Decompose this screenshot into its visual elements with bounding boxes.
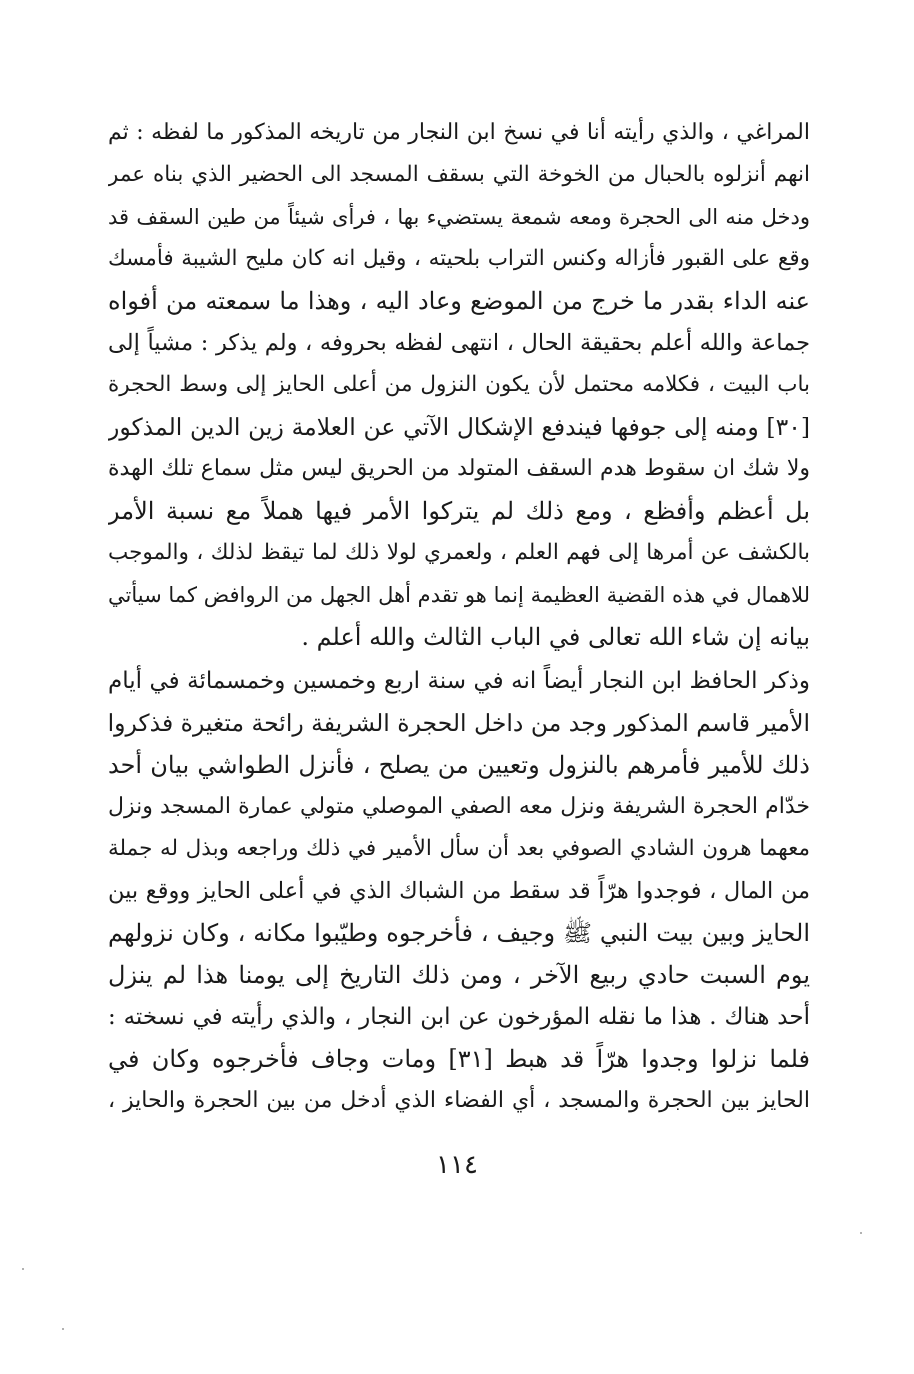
text-line: معهما هرون الشادي الصوفي بعد أن سأل الأمير في ذلك وراجعه وبذل له جملة	[108, 836, 810, 861]
text-line: الحايز وبين بيت النبي ﷺ وجيف ، فأخرجوه وطيّبوا مكانه ، وكان نزولهم	[108, 919, 810, 947]
text-line: ذلك للأمير فأمرهم بالنزول وتعيين من يصلح ، فأنزل الطواشي بيان أحد	[108, 751, 810, 779]
text-line: المراغي ، والذي رأيته أنا في نسخ ابن النجار من تاريخه المذكور ما لفظه : ثم	[108, 120, 810, 145]
text-line: ولا شك ان سقوط هدم السقف المتولد من الحريق ليس مثل سماع تلك الهدة	[108, 456, 810, 481]
text-line: جماعة والله أعلم بحقيقة الحال ، انتهى لفظه بحروفه ، ولم يذكر : مشياً إلى	[108, 330, 810, 356]
text-line: [٣٠] ومنه إلى جوفها فيندفع الإشكال الآتي عن العلامة زين الدين المذكور	[108, 413, 810, 441]
text-line: خدّام الحجرة الشريفة ونزل معه الصفي الموصلي متولي عمارة المسجد ونزل	[108, 794, 810, 819]
scan-speck	[62, 1328, 64, 1330]
text-line: بالكشف عن أمرها إلى فهم العلم ، ولعمري لولا ذلك لما تيقظ لذلك ، والموجب	[108, 540, 810, 565]
text-line: للاهمال في هذه القضية العظيمة إنما هو تقدم أهل الجهل من الروافض كما سيأتي	[108, 583, 810, 607]
text-line: عنه الداء بقدر ما خرج من الموضع وعاد اليه ، وهذا ما سمعته من أفواه	[108, 287, 810, 315]
paragraph-1	[108, 112, 810, 658]
text-line: فلما نزلوا وجدوا هرّاً قد هبط [٣١] ومات وجاف فأخرجوه وكان في	[108, 1045, 810, 1073]
text-line: وقع على القبور فأزاله وكنس التراب بلحيته ، وقيل انه كان مليح الشيبة فأمسك	[108, 246, 810, 271]
text-line: ودخل منه الى الحجرة ومعه شمعة يستضيء بها ، فرأى شيئاً من طين السقف قد	[108, 205, 810, 229]
text-line: يوم السبت حادي ربيع الآخر ، ومن ذلك التاريخ إلى يومنا هذا لم ينزل	[108, 961, 810, 989]
text-line: الحايز بين الحجرة والمسجد ، أي الفضاء الذي أدخل من بين الحجرة والحايز ،	[108, 1088, 810, 1113]
text-line: وذكر الحافظ ابن النجار أيضاً انه في سنة اربع وخمسين وخمسمائة في أيام	[108, 668, 810, 694]
text-line: من المال ، فوجدوا هرّاً قد سقط من الشباك الذي في أعلى الحايز ووقع بين	[108, 878, 810, 904]
scan-speck	[22, 1268, 24, 1270]
paragraph-2	[108, 660, 810, 1122]
text-line: بيانه إن شاء الله تعالى في الباب الثالث والله أعلم .	[301, 623, 810, 651]
text-line: انهم أنزلوه بالحبال من الخوخة التي بسقف المسجد الى الحضير الذي بناه عمر	[108, 162, 810, 187]
scan-speck	[860, 1232, 862, 1234]
text-line: بل أعظم وأفظع ، ومع ذلك لم يتركوا الأمر فيها هملاً مع نسبة الأمر	[108, 497, 810, 525]
text-line: الأمير قاسم المذكور وجد من داخل الحجرة الشريفة رائحة متغيرة فذكروا	[108, 709, 810, 737]
text-line: باب البيت ، فكلامه محتمل لأن يكون النزول من أعلى الحايز إلى وسط الحجرة	[108, 372, 810, 397]
page-number: ١١٤	[436, 1150, 478, 1180]
text-line: أحد هناك . هذا ما نقله المؤرخون عن ابن النجار ، والذي رأيته في نسخته :	[108, 1004, 810, 1030]
